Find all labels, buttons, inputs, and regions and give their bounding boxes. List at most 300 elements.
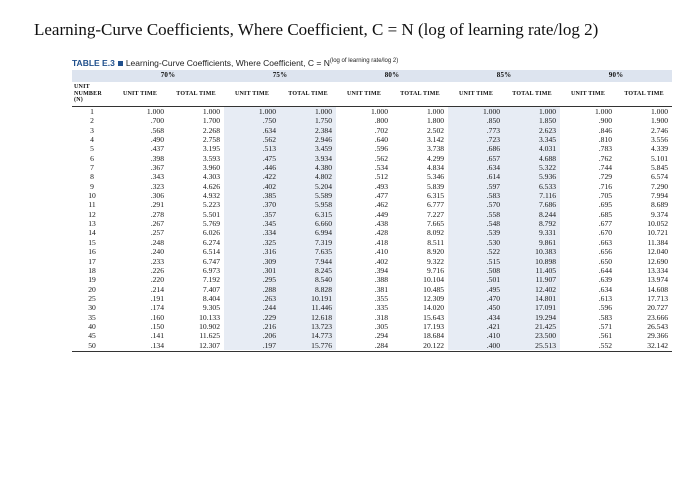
unit-time-cell: .398	[150, 153, 164, 163]
unit-time-cell: .597	[448, 182, 504, 191]
total-time-cell: 5.501	[202, 209, 221, 219]
unit-time-cell: .197	[224, 341, 280, 350]
total-time-cell: 2.946	[280, 135, 336, 144]
total-time-cell: 2.623	[504, 126, 560, 135]
total-time-cell: 1.000	[202, 107, 221, 116]
total-time-cell: 7.116	[504, 191, 560, 200]
unit-number-cell: 6	[90, 153, 94, 163]
caption-bullet-icon	[118, 61, 123, 66]
total-time-cell: 6.973	[202, 265, 221, 275]
page-title: Learning-Curve Coefficients, Where Coefficient, C = N (log of learning rate/log 2)	[34, 20, 599, 39]
unit-time-cell: .428	[374, 228, 389, 238]
total-time-cell: 23.666	[647, 312, 669, 322]
unit-time-cell: .657	[448, 154, 504, 163]
total-time-cell: 8.828	[280, 285, 336, 294]
unit-time-cell: .150	[150, 321, 164, 331]
total-time-cell: 20.122	[423, 340, 445, 350]
unit-time-cell: .613	[598, 293, 613, 303]
table-row	[72, 163, 672, 172]
unit-time-cell: .355	[374, 293, 389, 303]
unit-time-cell: .570	[448, 200, 504, 209]
table-row	[72, 126, 672, 135]
unit-time-cell: .305	[374, 321, 389, 331]
unit-time-cell: .656	[598, 247, 613, 257]
total-time-cell: 1.900	[650, 116, 669, 126]
col-header-total-time: TOTAL TIME	[504, 82, 560, 107]
column-header-row	[72, 82, 672, 107]
total-time-cell: 11.384	[647, 237, 669, 247]
unit-time-cell: .562	[374, 153, 389, 163]
unit-time-cell: .367	[150, 163, 164, 173]
unit-number-cell: 4	[90, 135, 94, 145]
unit-time-cell: .400	[448, 341, 504, 350]
total-time-cell: 4.932	[202, 191, 221, 201]
col-header-unit-time: UNIT TIME	[560, 82, 616, 107]
unit-time-cell: 1.000	[594, 107, 613, 116]
unit-time-cell: .548	[448, 219, 504, 228]
total-time-cell: 1.000	[280, 107, 336, 117]
unit-time-cell: .634	[224, 126, 280, 135]
col-header-total-time: TOTAL TIME	[168, 82, 224, 107]
unit-number-cell: 17	[88, 256, 96, 266]
total-time-cell: 5.936	[504, 172, 560, 181]
col-header-unit-time: UNIT TIME	[448, 82, 504, 107]
unit-time-cell: .583	[448, 191, 504, 200]
unit-time-cell: .744	[598, 163, 613, 173]
unit-time-cell: .670	[598, 228, 613, 238]
total-time-cell: 13.723	[280, 322, 336, 331]
unit-time-cell: .240	[150, 247, 164, 257]
unit-time-cell: .515	[448, 257, 504, 266]
total-time-cell: 8.540	[280, 275, 336, 284]
total-time-cell: 4.688	[504, 154, 560, 163]
total-time-cell: 5.958	[280, 200, 336, 209]
table-row	[72, 313, 672, 322]
unit-time-cell: .422	[224, 172, 280, 181]
total-time-cell: 8.792	[504, 219, 560, 228]
unit-time-cell: .513	[224, 144, 280, 153]
unit-number-cell: 14	[88, 228, 96, 238]
unit-time-cell: .596	[598, 303, 613, 313]
unit-time-cell: .501	[448, 275, 504, 284]
unit-number-cell: 18	[88, 265, 96, 275]
unit-number-cell: 30	[88, 303, 96, 313]
total-time-cell: 11.405	[504, 266, 560, 275]
total-time-cell: 10.383	[504, 247, 560, 256]
total-time-cell: 25.513	[504, 341, 560, 350]
total-time-cell: 13.334	[647, 265, 669, 275]
unit-number-cell: 15	[88, 237, 96, 247]
unit-time-cell: .729	[598, 172, 613, 182]
group-header-row	[72, 70, 672, 82]
unit-time-cell: .639	[598, 275, 613, 285]
unit-time-cell: .216	[224, 322, 280, 331]
total-time-cell: 6.514	[202, 247, 221, 257]
total-time-cell: 6.533	[504, 182, 560, 191]
unit-time-cell: .677	[598, 219, 613, 229]
table-row	[72, 341, 672, 350]
unit-time-cell: .552	[598, 340, 613, 350]
total-time-cell: 17.193	[423, 321, 445, 331]
total-time-cell: 9.322	[426, 256, 445, 266]
unit-time-cell: .421	[448, 322, 504, 331]
unit-time-cell: .716	[598, 181, 613, 191]
unit-time-cell: .438	[374, 219, 389, 229]
total-time-cell: 1.000	[426, 107, 445, 116]
total-time-cell: 8.244	[504, 210, 560, 219]
total-time-cell: 6.660	[280, 219, 336, 228]
total-time-cell: 14.020	[423, 303, 445, 313]
unit-time-cell: .316	[224, 247, 280, 256]
total-time-cell: 4.380	[280, 163, 336, 172]
total-time-cell: 6.274	[202, 237, 221, 247]
unit-time-cell: .470	[448, 294, 504, 303]
total-time-cell: 1.800	[426, 116, 445, 126]
total-time-cell: 4.299	[426, 153, 445, 163]
unit-time-cell: .248	[150, 237, 164, 247]
total-time-cell: 7.994	[650, 191, 669, 201]
total-time-cell: 4.626	[202, 181, 221, 191]
unit-time-cell: .493	[374, 181, 389, 191]
unit-time-cell: .284	[374, 340, 389, 350]
total-time-cell: 1.750	[280, 116, 336, 125]
total-time-cell: 6.777	[426, 200, 445, 210]
unit-time-cell: .402	[224, 182, 280, 191]
unit-time-cell: .663	[598, 237, 613, 247]
table-row	[72, 154, 672, 163]
table-row	[72, 191, 672, 200]
total-time-cell: 10.104	[423, 275, 445, 285]
col-header-unit-time: UNIT TIME	[336, 82, 392, 107]
total-time-cell: 7.407	[202, 284, 221, 294]
table-row	[72, 107, 672, 117]
total-time-cell: 14.773	[280, 331, 336, 340]
unit-time-cell: .295	[224, 275, 280, 284]
unit-time-cell: .846	[598, 125, 613, 135]
total-time-cell: 7.944	[280, 257, 336, 266]
total-time-cell: 3.195	[202, 144, 221, 154]
unit-time-cell: .141	[150, 331, 164, 341]
total-time-cell: 5.223	[202, 200, 221, 210]
table-row	[72, 285, 672, 294]
table-row	[72, 303, 672, 312]
unit-time-cell: .561	[598, 331, 613, 341]
table-row	[72, 294, 672, 303]
total-time-cell: 10.191	[280, 294, 336, 303]
caption-text: Learning-Curve Coefficients, Where Coefficient, C = N	[125, 58, 330, 68]
total-time-cell: 5.204	[280, 182, 336, 191]
table-body	[72, 107, 672, 350]
unit-time-cell: .301	[224, 266, 280, 275]
unit-number-cell: 12	[88, 209, 96, 219]
unit-number-cell: 8	[90, 172, 94, 182]
unit-time-cell: .558	[448, 210, 504, 219]
caption-exponent: (log of learning rate/log 2)	[329, 58, 399, 65]
total-time-cell: 14.608	[647, 284, 669, 294]
total-time-cell: 15.776	[280, 341, 336, 350]
table-row	[72, 210, 672, 219]
unit-time-cell: .381	[374, 284, 389, 294]
group-header-blank	[72, 70, 112, 82]
unit-time-cell: .214	[150, 284, 164, 294]
total-time-cell: 7.192	[202, 275, 221, 285]
total-time-cell: 3.738	[426, 144, 445, 154]
unit-time-cell: .475	[224, 154, 280, 163]
unit-time-cell: .191	[150, 293, 164, 303]
unit-time-cell: .263	[224, 294, 280, 303]
unit-time-cell: .800	[374, 116, 389, 126]
unit-time-cell: .267	[150, 219, 164, 229]
total-time-cell: 9.716	[426, 265, 445, 275]
total-time-cell: 12.307	[199, 340, 221, 350]
unit-time-cell: .291	[150, 200, 164, 210]
total-time-cell: 6.026	[202, 228, 221, 238]
total-time-cell: 29.366	[647, 331, 669, 341]
group-header-75: 75%	[224, 70, 336, 82]
unit-time-cell: .410	[448, 331, 504, 340]
total-time-cell: 18.684	[423, 331, 445, 341]
group-header-85: 85%	[448, 70, 560, 82]
total-time-cell: 11.907	[504, 275, 560, 284]
total-time-cell: 23.500	[504, 331, 560, 340]
group-header-80: 80%	[336, 70, 448, 82]
table-row	[72, 200, 672, 209]
unit-time-cell: .522	[448, 247, 504, 256]
unit-number-cell: 45	[88, 331, 96, 341]
total-time-cell: 2.384	[280, 126, 336, 135]
unit-time-cell: .229	[224, 313, 280, 322]
total-time-cell: 17.091	[504, 303, 560, 312]
total-time-cell: 10.052	[647, 219, 669, 229]
table-row	[72, 144, 672, 153]
unit-time-cell: .562	[224, 135, 280, 144]
total-time-cell: 4.303	[202, 172, 221, 182]
col-header-unit-number: UNIT NUMBER (N)	[72, 82, 112, 107]
total-time-cell: 32.142	[647, 340, 669, 350]
unit-time-cell: .614	[448, 172, 504, 181]
unit-time-cell: .402	[374, 256, 389, 266]
unit-time-cell: 1.000	[224, 107, 280, 117]
col-header-unit-time: UNIT TIME	[224, 82, 280, 107]
unit-time-cell: .220	[150, 275, 164, 285]
unit-time-cell: .434	[448, 313, 504, 322]
unit-time-cell: .323	[150, 181, 164, 191]
unit-time-cell: .530	[448, 238, 504, 247]
table-label: TABLE E.3	[72, 58, 115, 68]
total-time-cell: 21.425	[504, 322, 560, 331]
total-time-cell: 7.319	[280, 238, 336, 247]
unit-number-cell: 50	[88, 340, 96, 350]
unit-time-cell: .206	[224, 331, 280, 340]
total-time-cell: 4.339	[650, 144, 669, 154]
total-time-cell: 4.834	[426, 163, 445, 173]
table-row	[72, 266, 672, 275]
unit-time-cell: .257	[150, 228, 164, 238]
table-row	[72, 331, 672, 340]
unit-time-cell: .773	[448, 126, 504, 135]
total-time-cell: 8.092	[426, 228, 445, 238]
unit-time-cell: .762	[598, 153, 613, 163]
total-time-cell: 15.643	[423, 312, 445, 322]
unit-number-cell: 5	[90, 144, 94, 154]
total-time-cell: 7.665	[426, 219, 445, 229]
unit-time-cell: .596	[374, 144, 389, 154]
total-time-cell: 6.315	[280, 210, 336, 219]
unit-time-cell: .583	[598, 312, 613, 322]
total-time-cell: 2.758	[202, 135, 221, 145]
unit-time-cell: .568	[150, 125, 164, 135]
unit-time-cell: .640	[374, 135, 389, 145]
total-time-cell: 1.000	[650, 107, 669, 116]
col-header-total-time: TOTAL TIME	[392, 82, 448, 107]
total-time-cell: 1.700	[202, 116, 221, 126]
unit-time-cell: .850	[448, 116, 504, 125]
total-time-cell: 17.713	[647, 293, 669, 303]
col-header-total-time: TOTAL TIME	[280, 82, 336, 107]
col-header-unit-time: UNIT TIME	[112, 82, 168, 107]
total-time-cell: 5.769	[202, 219, 221, 229]
total-time-cell: 7.635	[280, 247, 336, 256]
total-time-cell: 12.618	[280, 313, 336, 322]
table-row	[72, 172, 672, 181]
unit-time-cell: .534	[374, 163, 389, 173]
unit-time-cell: .233	[150, 256, 164, 266]
unit-number-cell: 40	[88, 321, 96, 331]
group-header-70: 70%	[112, 70, 224, 82]
total-time-cell: 14.801	[504, 294, 560, 303]
unit-number-cell: 10	[88, 191, 96, 201]
unit-time-cell: .783	[598, 144, 613, 154]
unit-time-cell: .705	[598, 191, 613, 201]
unit-number-cell: 7	[90, 163, 94, 173]
unit-number-cell: 25	[88, 293, 96, 303]
total-time-cell: 5.322	[504, 163, 560, 172]
learning-curve-table	[72, 70, 672, 350]
unit-time-cell: 1.000	[146, 107, 164, 116]
unit-time-cell: .700	[150, 116, 164, 126]
unit-time-cell: .462	[374, 200, 389, 210]
total-time-cell: 8.245	[280, 266, 336, 275]
unit-time-cell: .750	[224, 116, 280, 125]
unit-number-cell: 9	[90, 181, 94, 191]
unit-time-cell: .244	[224, 303, 280, 312]
unit-number-cell: 3	[90, 125, 94, 135]
unit-time-cell: 1.000	[448, 107, 504, 117]
total-time-cell: 9.305	[202, 303, 221, 313]
unit-time-cell: .477	[374, 191, 389, 201]
total-time-cell: 8.689	[650, 200, 669, 210]
total-time-cell: 12.690	[647, 256, 669, 266]
unit-time-cell: .325	[224, 238, 280, 247]
unit-time-cell: .226	[150, 265, 164, 275]
total-time-cell: 13.974	[647, 275, 669, 285]
unit-number-cell: 13	[88, 219, 96, 229]
table-row	[72, 238, 672, 247]
unit-time-cell: .685	[598, 209, 613, 219]
table-row	[72, 257, 672, 266]
total-time-cell: 4.802	[280, 172, 336, 181]
table-row	[72, 219, 672, 228]
table-row	[72, 228, 672, 237]
unit-time-cell: .449	[374, 209, 389, 219]
table-row	[72, 182, 672, 191]
unit-time-cell: .490	[150, 135, 164, 145]
unit-time-cell: .900	[598, 116, 613, 126]
unit-time-cell: .810	[598, 135, 613, 145]
unit-number-cell: 20	[88, 284, 96, 294]
total-time-cell: 3.960	[202, 163, 221, 173]
table-bottom-rule	[72, 351, 672, 352]
unit-time-cell: .345	[224, 219, 280, 228]
unit-time-cell: .318	[374, 312, 389, 322]
total-time-cell: 5.346	[426, 172, 445, 182]
table-row	[72, 135, 672, 144]
total-time-cell: 6.994	[280, 228, 336, 237]
total-time-cell: 3.142	[426, 135, 445, 145]
total-time-cell: 2.502	[426, 125, 445, 135]
table-row	[72, 275, 672, 284]
total-time-cell: 3.345	[504, 135, 560, 144]
total-time-cell: 7.290	[650, 181, 669, 191]
unit-time-cell: .394	[374, 265, 389, 275]
total-time-cell: 6.747	[202, 256, 221, 266]
unit-time-cell: .437	[150, 144, 164, 154]
unit-time-cell: .335	[374, 303, 389, 313]
total-time-cell: 3.556	[650, 135, 669, 145]
total-time-cell: 20.727	[647, 303, 669, 313]
unit-time-cell: .388	[374, 275, 389, 285]
unit-time-cell: .495	[448, 285, 504, 294]
total-time-cell: 5.839	[426, 181, 445, 191]
unit-time-cell: .512	[374, 172, 389, 182]
total-time-cell: 1.000	[504, 107, 560, 117]
unit-number-cell: 1	[90, 107, 94, 116]
total-time-cell: 3.934	[280, 154, 336, 163]
unit-time-cell: .174	[150, 303, 164, 313]
unit-time-cell: .306	[150, 191, 164, 201]
unit-time-cell: .695	[598, 200, 613, 210]
unit-time-cell: .370	[224, 200, 280, 209]
total-time-cell: 10.898	[504, 257, 560, 266]
total-time-cell: 7.686	[504, 200, 560, 209]
unit-time-cell: .650	[598, 256, 613, 266]
unit-time-cell: .334	[224, 228, 280, 237]
total-time-cell: 9.861	[504, 238, 560, 247]
unit-number-cell: 16	[88, 247, 96, 257]
total-time-cell: 12.402	[504, 285, 560, 294]
total-time-cell: 7.227	[426, 209, 445, 219]
total-time-cell: 12.040	[647, 247, 669, 257]
total-time-cell: 5.101	[650, 153, 669, 163]
unit-time-cell: .160	[150, 312, 164, 322]
unit-time-cell: .686	[448, 144, 504, 153]
unit-time-cell: .450	[448, 303, 504, 312]
total-time-cell: 8.511	[427, 237, 445, 247]
total-time-cell: 8.920	[426, 247, 445, 257]
table-row	[72, 116, 672, 125]
unit-time-cell: .294	[374, 331, 389, 341]
unit-time-cell: .571	[598, 321, 613, 331]
unit-time-cell: .418	[374, 237, 389, 247]
total-time-cell: 10.485	[423, 284, 445, 294]
total-time-cell: 19.294	[504, 313, 560, 322]
total-time-cell: 10.721	[647, 228, 669, 238]
table-row	[72, 322, 672, 331]
total-time-cell: 5.845	[650, 163, 669, 173]
unit-number-cell: 2	[90, 116, 94, 126]
total-time-cell: 3.593	[202, 153, 221, 163]
unit-time-cell: .539	[448, 228, 504, 237]
